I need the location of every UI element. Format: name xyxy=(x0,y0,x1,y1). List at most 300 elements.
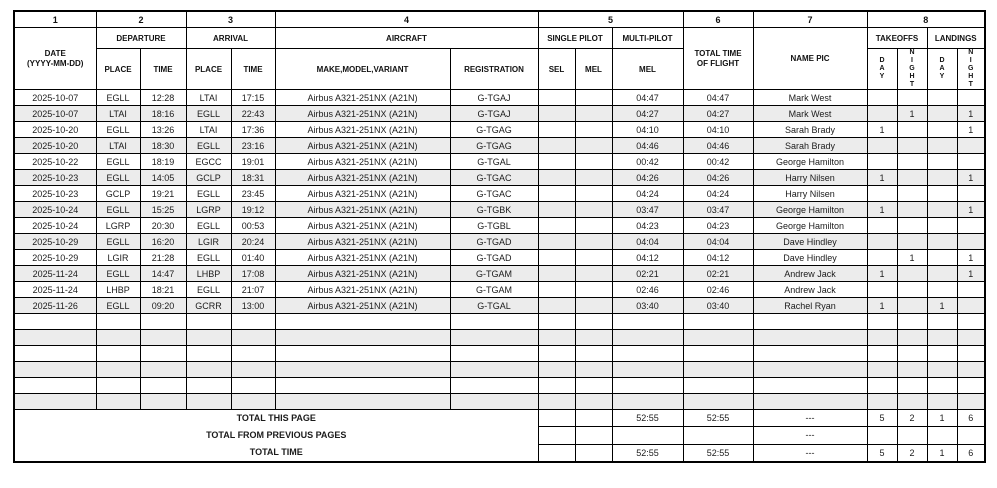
cell-to-night: 1 xyxy=(897,106,927,122)
cell-arr-place: EGLL xyxy=(186,138,231,154)
cell-arr-time: 17:36 xyxy=(231,122,275,138)
logbook-row xyxy=(14,218,985,234)
cell-to-day: 1 xyxy=(867,202,897,218)
logbook-row xyxy=(14,234,985,250)
cell-ldg-night: 1 xyxy=(957,202,985,218)
cell-mel xyxy=(575,90,612,106)
cell-multi-mel: 04:26 xyxy=(612,170,683,186)
cell-dep-time: 09:20 xyxy=(140,298,186,314)
cell-to-night xyxy=(897,186,927,202)
cell-aircraft xyxy=(275,346,450,362)
total-cell-mel xyxy=(575,410,612,427)
cell-to-night xyxy=(897,330,927,346)
cell-mel xyxy=(575,218,612,234)
cell-mel xyxy=(575,154,612,170)
cell-sel xyxy=(538,394,575,410)
cell-arr-time xyxy=(231,362,275,378)
cell-arr-place: LHBP xyxy=(186,266,231,282)
cell-arr-place: LGIR xyxy=(186,234,231,250)
cell-name-pic: Mark West xyxy=(753,90,867,106)
header-departure: DEPARTURE xyxy=(96,28,186,49)
cell-date: 2025-10-20 xyxy=(14,138,96,154)
cell-aircraft: Airbus A321-251NX (A21N) xyxy=(275,266,450,282)
cell-total-time xyxy=(683,394,753,410)
cell-to-night xyxy=(897,266,927,282)
cell-mel xyxy=(575,282,612,298)
header-date-line1: DATE xyxy=(44,48,66,58)
cell-aircraft: Airbus A321-251NX (A21N) xyxy=(275,186,450,202)
empty-row xyxy=(14,346,985,362)
col-num-3: 3 xyxy=(186,11,275,28)
total-cell-ldg-night xyxy=(957,427,985,444)
cell-arr-place: GCRR xyxy=(186,298,231,314)
cell-arr-place: EGLL xyxy=(186,186,231,202)
cell-ldg-day xyxy=(927,362,957,378)
cell-dep-place xyxy=(96,394,140,410)
cell-to-day: 1 xyxy=(867,266,897,282)
cell-ldg-day xyxy=(927,314,957,330)
cell-total-time: 03:40 xyxy=(683,298,753,314)
cell-date: 2025-10-07 xyxy=(14,90,96,106)
cell-ldg-day xyxy=(927,138,957,154)
header-single-pilot: SINGLE PILOT xyxy=(538,28,612,49)
header-make-model-variant: MAKE,MODEL,VARIANT xyxy=(275,49,450,90)
cell-registration xyxy=(450,314,538,330)
cell-name-pic: Mark West xyxy=(753,106,867,122)
cell-dep-place xyxy=(96,362,140,378)
cell-arr-place: EGLL xyxy=(186,282,231,298)
cell-name-pic xyxy=(753,346,867,362)
cell-ldg-night xyxy=(957,154,985,170)
cell-aircraft: Airbus A321-251NX (A21N) xyxy=(275,202,450,218)
cell-ldg-day xyxy=(927,282,957,298)
col-num-6: 6 xyxy=(683,11,753,28)
cell-registration xyxy=(450,394,538,410)
header-multi-pilot: MULTI-PILOT xyxy=(612,28,683,49)
cell-ldg-day xyxy=(927,106,957,122)
cell-arr-place xyxy=(186,346,231,362)
cell-registration: G-TGAM xyxy=(450,266,538,282)
cell-mel xyxy=(575,298,612,314)
total-cell-total-time xyxy=(683,427,753,444)
cell-ldg-day xyxy=(927,154,957,170)
cell-name-pic: Rachel Ryan xyxy=(753,298,867,314)
cell-dep-time xyxy=(140,394,186,410)
cell-aircraft: Airbus A321-251NX (A21N) xyxy=(275,154,450,170)
cell-sel xyxy=(538,266,575,282)
header-landings: LANDINGS xyxy=(927,28,985,49)
cell-date: 2025-10-20 xyxy=(14,122,96,138)
cell-dep-time: 14:47 xyxy=(140,266,186,282)
total-cell-ldg-night: 6 xyxy=(957,444,985,462)
total-cell-mel xyxy=(575,427,612,444)
cell-registration: G-TGAC xyxy=(450,186,538,202)
cell-multi-mel: 04:23 xyxy=(612,218,683,234)
cell-name-pic: Dave Hindley xyxy=(753,234,867,250)
cell-arr-time: 01:40 xyxy=(231,250,275,266)
cell-ldg-night: 1 xyxy=(957,122,985,138)
cell-to-night xyxy=(897,282,927,298)
cell-arr-time: 19:12 xyxy=(231,202,275,218)
cell-aircraft: Airbus A321-251NX (A21N) xyxy=(275,282,450,298)
cell-registration: G-TGAG xyxy=(450,138,538,154)
logbook-row xyxy=(14,282,985,298)
cell-sel xyxy=(538,122,575,138)
cell-arr-place: GCLP xyxy=(186,170,231,186)
cell-to-day xyxy=(867,218,897,234)
cell-to-night xyxy=(897,138,927,154)
cell-to-day xyxy=(867,106,897,122)
cell-registration: G-TGAL xyxy=(450,298,538,314)
cell-date xyxy=(14,330,96,346)
cell-multi-mel: 04:27 xyxy=(612,106,683,122)
cell-mel xyxy=(575,346,612,362)
cell-dep-time xyxy=(140,314,186,330)
cell-multi-mel: 04:47 xyxy=(612,90,683,106)
cell-sel xyxy=(538,170,575,186)
cell-name-pic xyxy=(753,314,867,330)
cell-date: 2025-10-23 xyxy=(14,186,96,202)
cell-name-pic xyxy=(753,378,867,394)
cell-date: 2025-10-29 xyxy=(14,250,96,266)
cell-arr-time xyxy=(231,378,275,394)
cell-to-night xyxy=(897,218,927,234)
logbook-row xyxy=(14,90,985,106)
cell-total-time: 04:46 xyxy=(683,138,753,154)
cell-multi-mel: 03:40 xyxy=(612,298,683,314)
cell-dep-time: 19:21 xyxy=(140,186,186,202)
header-multi-mel: MEL xyxy=(612,49,683,90)
cell-arr-time: 17:15 xyxy=(231,90,275,106)
col-num-4: 4 xyxy=(275,11,538,28)
cell-arr-time: 13:00 xyxy=(231,298,275,314)
total-labels-cell xyxy=(14,410,538,463)
empty-row xyxy=(14,330,985,346)
logbook-row xyxy=(14,170,985,186)
cell-to-day: 1 xyxy=(867,170,897,186)
cell-date: 2025-11-24 xyxy=(14,266,96,282)
cell-mel xyxy=(575,138,612,154)
col-num-7: 7 xyxy=(753,11,867,28)
column-number-row xyxy=(14,11,985,28)
cell-total-time: 04:24 xyxy=(683,186,753,202)
header-registration: REGISTRATION xyxy=(450,49,538,90)
cell-to-night xyxy=(897,170,927,186)
cell-dep-place: EGLL xyxy=(96,90,140,106)
total-cell-to-day: 5 xyxy=(867,410,897,427)
cell-sel xyxy=(538,154,575,170)
cell-sel xyxy=(538,346,575,362)
cell-dep-place: EGLL xyxy=(96,154,140,170)
cell-registration: G-TGAM xyxy=(450,282,538,298)
header-takeoffs-night: N I G H T xyxy=(897,49,927,90)
cell-mel xyxy=(575,106,612,122)
total-cell-sel xyxy=(538,444,575,462)
cell-ldg-day xyxy=(927,378,957,394)
cell-sel xyxy=(538,314,575,330)
cell-dep-place: LGIR xyxy=(96,250,140,266)
cell-dep-time: 18:21 xyxy=(140,282,186,298)
cell-ldg-day xyxy=(927,250,957,266)
cell-ldg-night: 1 xyxy=(957,266,985,282)
cell-aircraft xyxy=(275,314,450,330)
cell-sel xyxy=(538,90,575,106)
logbook-row xyxy=(14,250,985,266)
cell-ldg-day xyxy=(927,346,957,362)
logbook-row xyxy=(14,202,985,218)
cell-mel xyxy=(575,170,612,186)
cell-total-time: 00:42 xyxy=(683,154,753,170)
cell-date: 2025-11-26 xyxy=(14,298,96,314)
header-departure-place: PLACE xyxy=(96,49,140,90)
cell-aircraft: Airbus A321-251NX (A21N) xyxy=(275,250,450,266)
cell-to-day: 1 xyxy=(867,122,897,138)
cell-aircraft: Airbus A321-251NX (A21N) xyxy=(275,298,450,314)
cell-ldg-night xyxy=(957,282,985,298)
cell-ldg-night xyxy=(957,298,985,314)
cell-total-time: 02:46 xyxy=(683,282,753,298)
empty-row xyxy=(14,378,985,394)
header-takeoffs-day: D A Y xyxy=(867,49,897,90)
cell-mel xyxy=(575,362,612,378)
logbook-row xyxy=(14,138,985,154)
cell-ldg-night xyxy=(957,218,985,234)
header-total-time-line1: TOTAL TIME xyxy=(694,48,742,58)
cell-arr-time: 23:16 xyxy=(231,138,275,154)
cell-dep-place: EGLL xyxy=(96,122,140,138)
cell-multi-mel xyxy=(612,330,683,346)
total-cell-total-time: 52:55 xyxy=(683,444,753,462)
cell-name-pic xyxy=(753,362,867,378)
cell-mel xyxy=(575,394,612,410)
cell-mel xyxy=(575,234,612,250)
cell-registration xyxy=(450,362,538,378)
cell-sel xyxy=(538,218,575,234)
cell-dep-time: 14:05 xyxy=(140,170,186,186)
cell-name-pic: George Hamilton xyxy=(753,218,867,234)
cell-to-night xyxy=(897,90,927,106)
header-arrival-place: PLACE xyxy=(186,49,231,90)
cell-arr-place xyxy=(186,378,231,394)
header-landings-day: D A Y xyxy=(927,49,957,90)
total-label: TOTAL TIME xyxy=(249,447,303,457)
cell-name-pic: Harry Nilsen xyxy=(753,170,867,186)
cell-sel xyxy=(538,202,575,218)
cell-total-time: 04:26 xyxy=(683,170,753,186)
cell-to-day xyxy=(867,250,897,266)
cell-to-night xyxy=(897,394,927,410)
header-aircraft: AIRCRAFT xyxy=(275,28,538,49)
cell-multi-mel xyxy=(612,314,683,330)
header-mel: MEL xyxy=(575,49,612,90)
header-date-line2: (YYYY-MM-DD) xyxy=(27,58,84,68)
cell-arr-place: EGCC xyxy=(186,154,231,170)
cell-name-pic: George Hamilton xyxy=(753,202,867,218)
cell-arr-place: LGRP xyxy=(186,202,231,218)
cell-dep-time: 16:20 xyxy=(140,234,186,250)
empty-row xyxy=(14,362,985,378)
total-cell-name-pic: --- xyxy=(753,427,867,444)
cell-date: 2025-10-24 xyxy=(14,202,96,218)
cell-to-night xyxy=(897,234,927,250)
cell-total-time xyxy=(683,330,753,346)
cell-mel xyxy=(575,314,612,330)
cell-dep-time: 13:26 xyxy=(140,122,186,138)
cell-registration: G-TGAL xyxy=(450,154,538,170)
cell-arr-place: EGLL xyxy=(186,250,231,266)
cell-dep-place: GCLP xyxy=(96,186,140,202)
cell-to-night xyxy=(897,298,927,314)
cell-multi-mel: 04:12 xyxy=(612,250,683,266)
cell-arr-place xyxy=(186,362,231,378)
cell-name-pic: Sarah Brady xyxy=(753,122,867,138)
cell-dep-place: LTAI xyxy=(96,106,140,122)
total-cell-sel xyxy=(538,410,575,427)
cell-aircraft: Airbus A321-251NX (A21N) xyxy=(275,234,450,250)
col-num-1: 1 xyxy=(14,11,96,28)
cell-to-day xyxy=(867,282,897,298)
cell-dep-time: 12:28 xyxy=(140,90,186,106)
cell-ldg-night xyxy=(957,90,985,106)
cell-multi-mel: 03:47 xyxy=(612,202,683,218)
cell-registration xyxy=(450,378,538,394)
cell-dep-time: 18:30 xyxy=(140,138,186,154)
cell-to-night xyxy=(897,202,927,218)
cell-ldg-night xyxy=(957,138,985,154)
cell-arr-place: EGLL xyxy=(186,218,231,234)
cell-ldg-night xyxy=(957,362,985,378)
cell-aircraft: Airbus A321-251NX (A21N) xyxy=(275,170,450,186)
cell-date xyxy=(14,346,96,362)
header-landings-night: N I G H T xyxy=(957,49,985,90)
cell-date: 2025-11-24 xyxy=(14,282,96,298)
cell-total-time: 02:21 xyxy=(683,266,753,282)
cell-name-pic xyxy=(753,330,867,346)
cell-arr-time: 21:07 xyxy=(231,282,275,298)
cell-dep-place: EGLL xyxy=(96,298,140,314)
cell-ldg-day xyxy=(927,202,957,218)
cell-mel xyxy=(575,250,612,266)
cell-arr-time xyxy=(231,394,275,410)
cell-dep-time: 15:25 xyxy=(140,202,186,218)
cell-to-night xyxy=(897,314,927,330)
cell-sel xyxy=(538,298,575,314)
cell-to-night xyxy=(897,346,927,362)
cell-arr-place xyxy=(186,314,231,330)
cell-total-time: 04:23 xyxy=(683,218,753,234)
cell-date xyxy=(14,362,96,378)
cell-registration: G-TGBK xyxy=(450,202,538,218)
cell-aircraft xyxy=(275,394,450,410)
cell-date xyxy=(14,314,96,330)
cell-multi-mel: 04:24 xyxy=(612,186,683,202)
cell-aircraft: Airbus A321-251NX (A21N) xyxy=(275,138,450,154)
total-row xyxy=(14,410,985,427)
cell-dep-place xyxy=(96,330,140,346)
cell-arr-time: 22:43 xyxy=(231,106,275,122)
logbook-row xyxy=(14,122,985,138)
col-num-2: 2 xyxy=(96,11,186,28)
total-cell-mel xyxy=(575,444,612,462)
total-cell-ldg-day xyxy=(927,427,957,444)
cell-mel xyxy=(575,378,612,394)
total-cell-multi-mel: 52:55 xyxy=(612,410,683,427)
cell-date xyxy=(14,378,96,394)
header-name-pic: NAME PIC xyxy=(753,28,867,90)
cell-arr-time xyxy=(231,314,275,330)
logbook-row xyxy=(14,266,985,282)
cell-total-time: 03:47 xyxy=(683,202,753,218)
total-cell-sel xyxy=(538,427,575,444)
cell-dep-time xyxy=(140,378,186,394)
cell-name-pic xyxy=(753,394,867,410)
cell-dep-place: EGLL xyxy=(96,170,140,186)
logbook-row xyxy=(14,106,985,122)
cell-aircraft xyxy=(275,362,450,378)
cell-ldg-day: 1 xyxy=(927,298,957,314)
cell-multi-mel: 00:42 xyxy=(612,154,683,170)
cell-multi-mel: 04:04 xyxy=(612,234,683,250)
total-cell-total-time: 52:55 xyxy=(683,410,753,427)
cell-ldg-day xyxy=(927,170,957,186)
total-cell-ldg-day: 1 xyxy=(927,410,957,427)
cell-arr-time xyxy=(231,330,275,346)
cell-total-time xyxy=(683,362,753,378)
cell-registration: G-TGAD xyxy=(450,250,538,266)
pilot-logbook-table xyxy=(13,10,986,463)
cell-arr-time: 18:31 xyxy=(231,170,275,186)
cell-ldg-day xyxy=(927,234,957,250)
cell-dep-place xyxy=(96,378,140,394)
cell-date: 2025-10-29 xyxy=(14,234,96,250)
cell-ldg-day xyxy=(927,186,957,202)
cell-arr-time xyxy=(231,346,275,362)
cell-arr-place: LTAI xyxy=(186,90,231,106)
cell-arr-time: 23:45 xyxy=(231,186,275,202)
cell-total-time: 04:47 xyxy=(683,90,753,106)
cell-date: 2025-10-22 xyxy=(14,154,96,170)
cell-dep-place: EGLL xyxy=(96,266,140,282)
cell-ldg-night: 1 xyxy=(957,170,985,186)
header-takeoffs: TAKEOFFS xyxy=(867,28,927,49)
cell-total-time: 04:04 xyxy=(683,234,753,250)
cell-multi-mel xyxy=(612,378,683,394)
cell-name-pic: Harry Nilsen xyxy=(753,186,867,202)
cell-sel xyxy=(538,362,575,378)
cell-ldg-night: 1 xyxy=(957,106,985,122)
cell-to-night xyxy=(897,362,927,378)
cell-sel xyxy=(538,378,575,394)
logbook-row xyxy=(14,186,985,202)
cell-mel xyxy=(575,202,612,218)
cell-date: 2025-10-23 xyxy=(14,170,96,186)
cell-to-day xyxy=(867,378,897,394)
cell-sel xyxy=(538,282,575,298)
header-date xyxy=(14,28,96,90)
cell-multi-mel: 04:46 xyxy=(612,138,683,154)
cell-dep-time: 18:16 xyxy=(140,106,186,122)
cell-aircraft xyxy=(275,330,450,346)
cell-to-day xyxy=(867,346,897,362)
cell-total-time xyxy=(683,346,753,362)
cell-ldg-night xyxy=(957,394,985,410)
cell-arr-time: 00:53 xyxy=(231,218,275,234)
logbook-row xyxy=(14,154,985,170)
cell-to-day xyxy=(867,234,897,250)
cell-name-pic: Sarah Brady xyxy=(753,138,867,154)
header-arrival: ARRIVAL xyxy=(186,28,275,49)
cell-total-time xyxy=(683,314,753,330)
